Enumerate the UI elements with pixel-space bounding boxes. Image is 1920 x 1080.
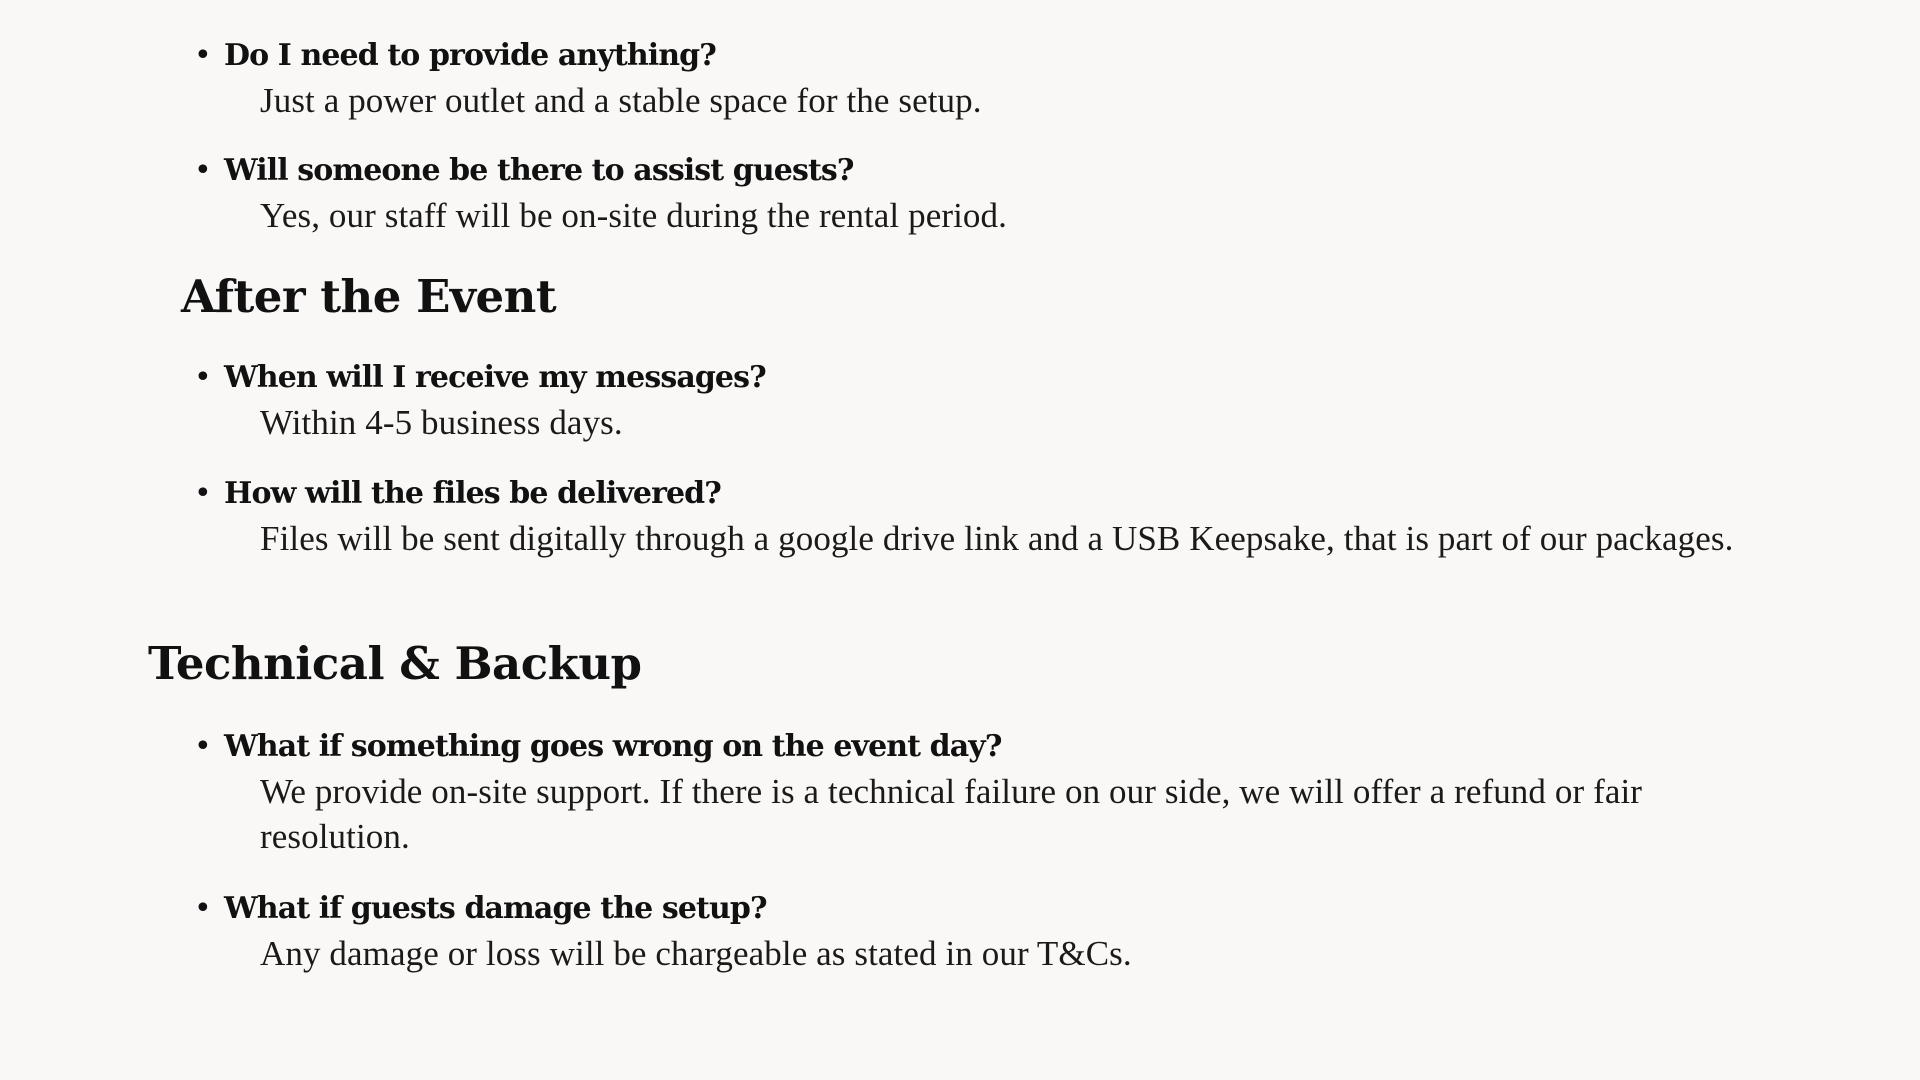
faq-answer: Any damage or loss will be chargeable as stated in our T&Cs.: [260, 934, 1132, 973]
faq-answer: Just a power outlet and a stable space for the setup.: [260, 81, 982, 120]
section-heading-after-event: After the Event: [181, 270, 557, 323]
bullet-icon: •: [194, 153, 212, 188]
faq-answer: Files will be sent digitally through a google drive link and a USB Keepsake, that is part of our packages.: [260, 519, 1734, 558]
bullet-icon: •: [194, 360, 212, 395]
faq-item: [194, 149, 1764, 238]
bullet-icon: •: [194, 729, 212, 764]
faq-question: When will I receive my messages?: [224, 360, 766, 395]
faq-question: Do I need to provide anything?: [224, 38, 716, 73]
faq-item: [194, 472, 1764, 561]
faq-item: [194, 356, 1764, 472]
faq-item: [194, 887, 1764, 976]
faq-question: What if something goes wrong on the event day?: [224, 729, 1002, 764]
faq-question: What if guests damage the setup?: [224, 891, 767, 926]
faq-question: Will someone be there to assist guests?: [224, 153, 854, 188]
faq-list-technical-backup: [194, 725, 1764, 976]
faq-question: How will the files be delivered?: [224, 476, 721, 511]
section-heading-technical-backup: Technical & Backup: [148, 637, 642, 690]
faq-item: [194, 725, 1764, 887]
faq-answer: Within 4-5 business days.: [260, 403, 623, 442]
bullet-icon: •: [194, 476, 212, 511]
faq-list-after-event: [194, 356, 1764, 561]
faq-item: [194, 34, 1764, 149]
faq-list-setup: [194, 34, 1764, 238]
bullet-icon: •: [194, 38, 212, 73]
faq-answer: We provide on-site support. If there is a technical failure on our side, we will offer a refund or fair resolution.: [260, 772, 1643, 856]
faq-answer: Yes, our staff will be on-site during the rental period.: [260, 196, 1007, 235]
bullet-icon: •: [194, 891, 212, 926]
